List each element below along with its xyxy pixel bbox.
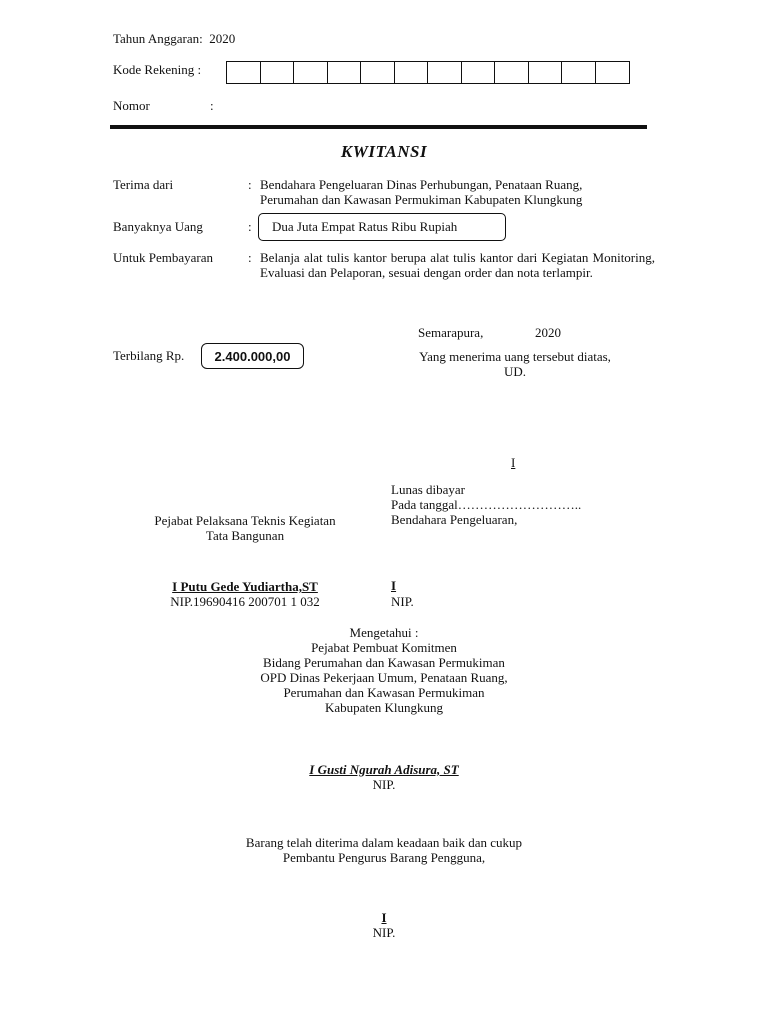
pptk-role: Pejabat Pelaksana Teknis Kegiatan (154, 513, 336, 528)
tahun-anggaran-value: 2020 (209, 31, 236, 46)
mengetahui-line: Pejabat Pembuat Komitmen (311, 640, 457, 655)
mengetahui-line: Perumahan dan Kawasan Permukiman (283, 685, 485, 700)
ppk-name: I Gusti Ngurah Adisura, ST (309, 762, 459, 777)
mengetahui-line: Mengetahui : (349, 625, 419, 640)
terima-dari-label: Terima dari (113, 177, 174, 192)
receiver-year: 2020 (535, 325, 561, 340)
kode-cell[interactable] (395, 62, 429, 83)
kode-cell[interactable] (462, 62, 496, 83)
kode-cell[interactable] (294, 62, 328, 83)
pptk-name: I Putu Gede Yudiartha,ST (172, 579, 318, 594)
pptk-nip: NIP.19690416 200701 1 032 (170, 594, 320, 609)
pptk-block (130, 513, 360, 543)
mengetahui-line: Bidang Perumahan dan Kawasan Permukiman (263, 655, 505, 670)
pptk-signature (130, 579, 360, 609)
pada-tanggal-row (391, 497, 581, 512)
terima-dari-value (260, 177, 655, 207)
mengetahui-line: OPD Dinas Pekerjaan Umum, Penataan Ruang, (260, 670, 508, 685)
lunas-dibayar: Lunas dibayar (391, 482, 466, 497)
field-colon: : (248, 177, 252, 192)
bendahara-nip: NIP. (391, 594, 414, 609)
barang-role: Pembantu Pengurus Barang Pengguna, (282, 850, 486, 865)
kode-cell[interactable] (261, 62, 295, 83)
banyaknya-uang-label: Banyaknya Uang (113, 219, 203, 234)
mengetahui-block (170, 625, 598, 715)
tahun-anggaran-label: Tahun Anggaran: (113, 31, 203, 46)
field-colon: : (248, 219, 252, 234)
pptk-unit: Tata Bangunan (205, 528, 285, 543)
receiver-block (360, 349, 670, 379)
terbilang-label: Terbilang Rp. (113, 348, 185, 363)
terbilang-amount-box: 2.400.000,00 (201, 343, 304, 369)
nomor-colon: : (210, 98, 214, 113)
ppk-signature (170, 762, 598, 792)
ppk-nip: NIP. (372, 777, 396, 792)
field-colon: : (248, 250, 252, 265)
bendahara-role: Bendahara Pengeluaran, (391, 512, 518, 527)
document-title: KWITANSI (340, 142, 428, 161)
kode-rekening-grid[interactable] (226, 61, 630, 84)
nomor-label: Nomor (113, 98, 150, 113)
barang-nip: NIP. (372, 925, 396, 940)
kode-cell[interactable] (596, 62, 630, 83)
payment-block (391, 482, 581, 527)
header-divider (110, 125, 647, 129)
barang-line: Barang telah diterima dalam keadaan baik dan cukup (245, 835, 523, 850)
kode-rekening-label: Kode Rekening : (113, 62, 202, 77)
pada-tanggal-dots: ……………………….. (457, 497, 582, 512)
receiver-ud: UD. (503, 364, 527, 379)
kode-cell[interactable] (428, 62, 462, 83)
receiver-line: Yang menerima uang tersebut diatas, (419, 349, 611, 364)
kode-cell[interactable] (562, 62, 596, 83)
untuk-pembayaran-value: Belanja alat tulis kantor berupa alat tulis kantor dari Kegiatan Monitoring, Evaluasi dan Pelaporan, sesuai dengan order dan nota terlampir. (260, 250, 655, 280)
barang-name: I (381, 910, 387, 925)
pada-tanggal-label: Pada tanggal (391, 497, 458, 512)
receiver-place: Semarapura, (418, 325, 484, 340)
terima-dari-line: Perumahan dan Kawasan Permukiman Kabupaten Klungkung (260, 192, 583, 207)
barang-signature (170, 910, 598, 940)
untuk-pembayaran-label: Untuk Pembayaran (113, 250, 214, 265)
kode-cell[interactable] (227, 62, 261, 83)
barang-block (170, 835, 598, 865)
bendahara-name: I (391, 578, 397, 593)
banyaknya-uang-box: Dua Juta Empat Ratus Ribu Rupiah (258, 213, 506, 241)
mengetahui-line: Kabupaten Klungkung (324, 700, 444, 715)
receiver-name: I (511, 455, 516, 470)
kode-cell[interactable] (328, 62, 362, 83)
tahun-anggaran-row (113, 31, 235, 47)
kode-cell[interactable] (495, 62, 529, 83)
terima-dari-line: Bendahara Pengeluaran Dinas Perhubungan, Penataan Ruang, (260, 177, 583, 192)
kode-cell[interactable] (361, 62, 395, 83)
kode-cell[interactable] (529, 62, 563, 83)
